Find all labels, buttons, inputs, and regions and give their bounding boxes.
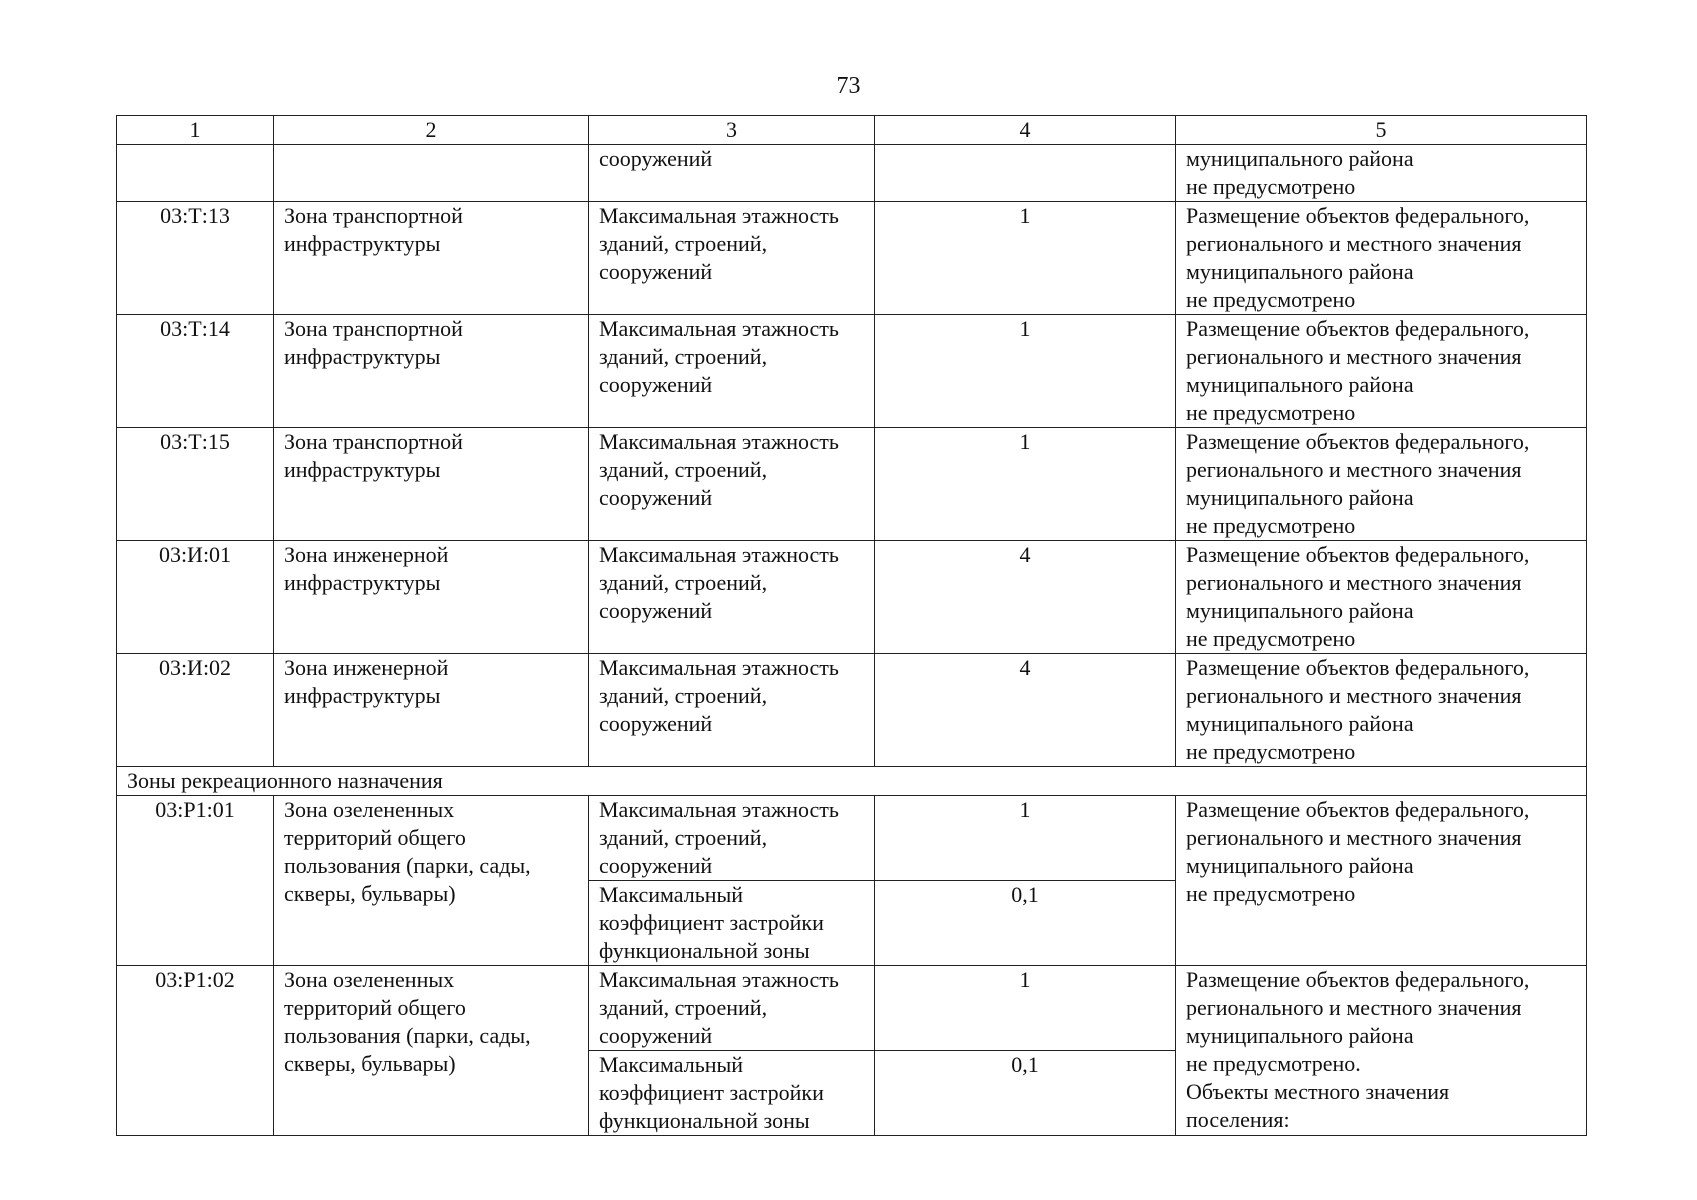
table-row bbox=[117, 202, 1587, 315]
header-cell-2: 2 bbox=[274, 116, 589, 145]
header-cell-3: 3 bbox=[589, 116, 875, 145]
table-row bbox=[117, 541, 1587, 654]
cell-zone: Зона озелененных территорий общего пользования (парки, сады, скверы, бульвары) bbox=[274, 966, 589, 1136]
cell-value: 4 bbox=[875, 654, 1176, 767]
cell-note: Размещение объектов федерального, регионального и местного значения муниципального района не предусмотрено bbox=[1176, 202, 1587, 315]
cell-zone bbox=[274, 145, 589, 202]
section-title: Зоны рекреационного назначения bbox=[117, 767, 1587, 796]
header-cell-1: 1 bbox=[117, 116, 274, 145]
cell-zone: Зона инженерной инфраструктуры bbox=[274, 541, 589, 654]
cell-note: Размещение объектов федерального, регионального и местного значения муниципального района не предусмотрено bbox=[1176, 428, 1587, 541]
cell-code: 03:И:02 bbox=[117, 654, 274, 767]
cell-note: Размещение объектов федерального, регионального и местного значения муниципального района не предусмотрено bbox=[1176, 315, 1587, 428]
header-cell-4: 4 bbox=[875, 116, 1176, 145]
cell-param: Максимальный коэффициент застройки функциональной зоны bbox=[589, 1051, 875, 1136]
header-cell-5: 5 bbox=[1176, 116, 1587, 145]
cell-zone: Зона инженерной инфраструктуры bbox=[274, 654, 589, 767]
cell-param: Максимальная этажность зданий, строений, сооружений bbox=[589, 202, 875, 315]
cell-code: 03:Т:13 bbox=[117, 202, 274, 315]
cell-param: сооружений bbox=[589, 145, 875, 202]
cell-value: 4 bbox=[875, 541, 1176, 654]
table-row bbox=[117, 796, 1587, 881]
cell-code: 03:Р1:02 bbox=[117, 966, 274, 1136]
cell-value: 1 bbox=[875, 202, 1176, 315]
cell-note: Размещение объектов федерального, регионального и местного значения муниципального района не предусмотрено. Объекты местного значения поселения: bbox=[1176, 966, 1587, 1136]
cell-code: 03:И:01 bbox=[117, 541, 274, 654]
cell-value bbox=[875, 145, 1176, 202]
cell-param: Максимальная этажность зданий, строений, сооружений bbox=[589, 966, 875, 1051]
cell-zone: Зона озелененных территорий общего пользования (парки, сады, скверы, бульвары) bbox=[274, 796, 589, 966]
cell-zone: Зона транспортной инфраструктуры bbox=[274, 202, 589, 315]
cell-value: 0,1 bbox=[875, 1051, 1176, 1136]
table-row bbox=[117, 654, 1587, 767]
cell-param: Максимальная этажность зданий, строений, сооружений bbox=[589, 428, 875, 541]
cell-param: Максимальная этажность зданий, строений, сооружений bbox=[589, 796, 875, 881]
cell-code: 03:Т:15 bbox=[117, 428, 274, 541]
cell-note: Размещение объектов федерального, регионального и местного значения муниципального района не предусмотрено bbox=[1176, 654, 1587, 767]
table-row bbox=[117, 966, 1587, 1051]
cell-param: Максимальный коэффициент застройки функциональной зоны bbox=[589, 881, 875, 966]
cell-code: 03:Р1:01 bbox=[117, 796, 274, 966]
cell-value: 1 bbox=[875, 966, 1176, 1051]
cell-value: 0,1 bbox=[875, 881, 1176, 966]
cell-value: 1 bbox=[875, 315, 1176, 428]
table-row bbox=[117, 428, 1587, 541]
section-row bbox=[117, 767, 1587, 796]
zones-table bbox=[116, 115, 1587, 1136]
cell-zone: Зона транспортной инфраструктуры bbox=[274, 315, 589, 428]
cell-param: Максимальная этажность зданий, строений, сооружений bbox=[589, 315, 875, 428]
cell-value: 1 bbox=[875, 796, 1176, 881]
cell-note: Размещение объектов федерального, регионального и местного значения муниципального района не предусмотрено bbox=[1176, 796, 1587, 966]
cell-note: Размещение объектов федерального, регионального и местного значения муниципального района не предусмотрено bbox=[1176, 541, 1587, 654]
cell-value: 1 bbox=[875, 428, 1176, 541]
cell-param: Максимальная этажность зданий, строений, сооружений bbox=[589, 541, 875, 654]
cell-code: 03:Т:14 bbox=[117, 315, 274, 428]
cell-param: Максимальная этажность зданий, строений, сооружений bbox=[589, 654, 875, 767]
header-row bbox=[117, 116, 1587, 145]
table-row bbox=[117, 315, 1587, 428]
cell-zone: Зона транспортной инфраструктуры bbox=[274, 428, 589, 541]
cell-note: муниципального района не предусмотрено bbox=[1176, 145, 1587, 202]
cell-code bbox=[117, 145, 274, 202]
page-number: 73 bbox=[836, 73, 861, 99]
continuation-row bbox=[117, 145, 1587, 202]
